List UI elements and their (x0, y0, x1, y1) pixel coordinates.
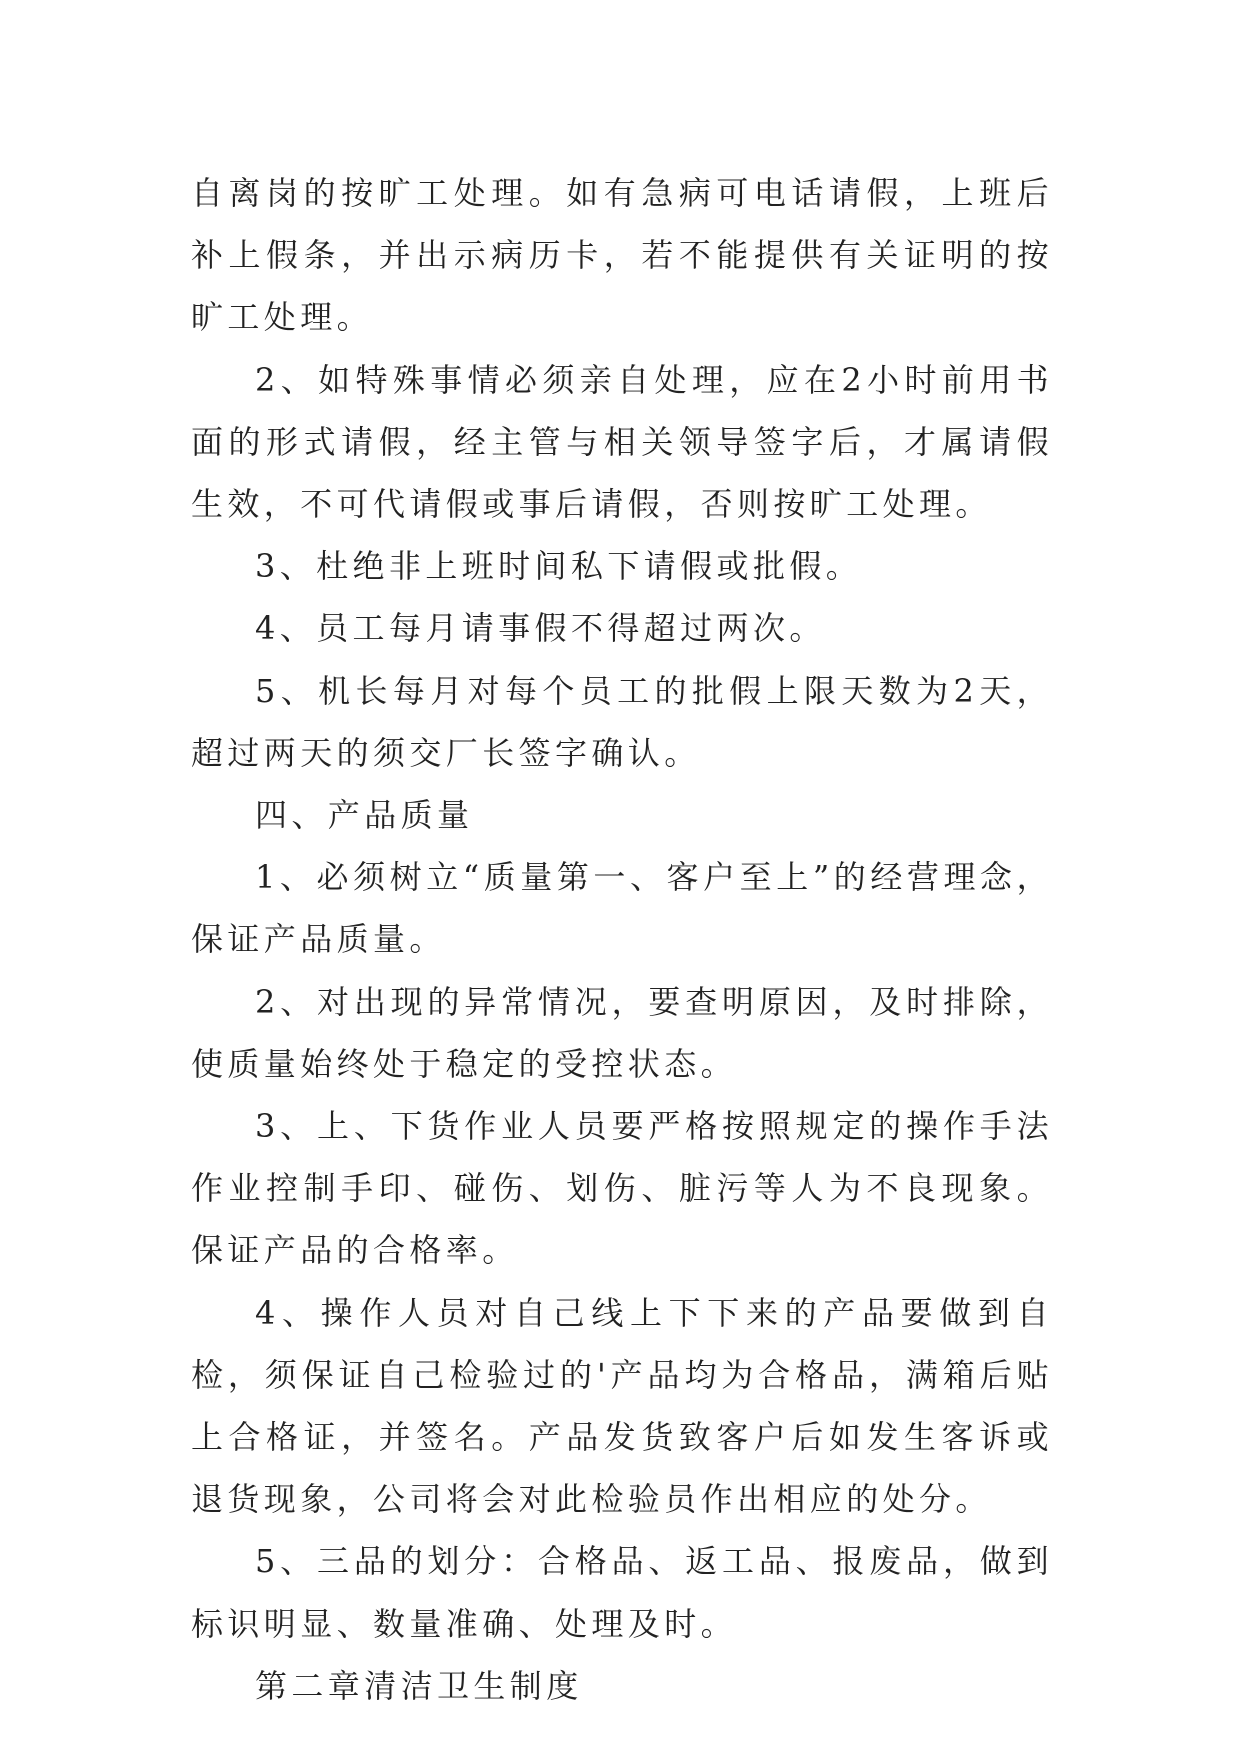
chapter-heading-cleaning: 第二章清洁卫生制度 (255, 1666, 583, 1705)
paragraph-quality-rule-2: 2、对出现的异常情况，要查明原因，及时排除，使质量始终处于稳定的受控状态。 (191, 982, 1053, 1083)
document-body (191, 162, 1053, 1717)
paragraph-leave-rule-5: 5、机长每月对每个员工的批假上限天数为2天，超过两天的须交厂长签字确认。 (191, 671, 1053, 772)
paragraph-leave-rule-4: 4、员工每月请事假不得超过两次。 (255, 609, 826, 648)
paragraph-quality-rule-1: 1、必须树立“质量第一、客户至上”的经营理念，保证产品质量。 (191, 858, 1053, 959)
paragraph-quality-rule-5: 5、三品的划分：合格品、返工品、报废品，做到标识明显、数量准确、处理及时。 (191, 1542, 1053, 1643)
paragraph-quality-rule-3: 3、上、下货作业人员要严格按照规定的操作手法作业控制手印、碰伤、划伤、脏污等人为不良现象。保证产品的合格率。 (191, 1107, 1053, 1270)
section-heading-product-quality: 四、产品质量 (255, 796, 474, 835)
paragraph-leave-rule-2: 2、如特殊事情必须亲自处理，应在2小时前用书面的形式请假，经主管与相关领导签字后，才属请假生效，不可代请假或事后请假，否则按旷工处理。 (191, 360, 1053, 524)
paragraph-leave-rule-3: 3、杜绝非上班时间私下请假或批假。 (255, 547, 863, 586)
paragraph-absence-continued: 自离岗的按旷工处理。如有急病可电话请假，上班后补上假条，并出示病历卡，若不能提供有关证明的按旷工处理。 (191, 174, 1053, 337)
paragraph-quality-rule-4: 4、操作人员对自己线上下下来的产品要做到自检，须保证自己检验过的'产品均为合格品，满箱后贴上合格证，并签名。产品发货致客户后如发生客诉或退货现象，公司将会对此检验员作出相应的处分。 (191, 1293, 1053, 1519)
